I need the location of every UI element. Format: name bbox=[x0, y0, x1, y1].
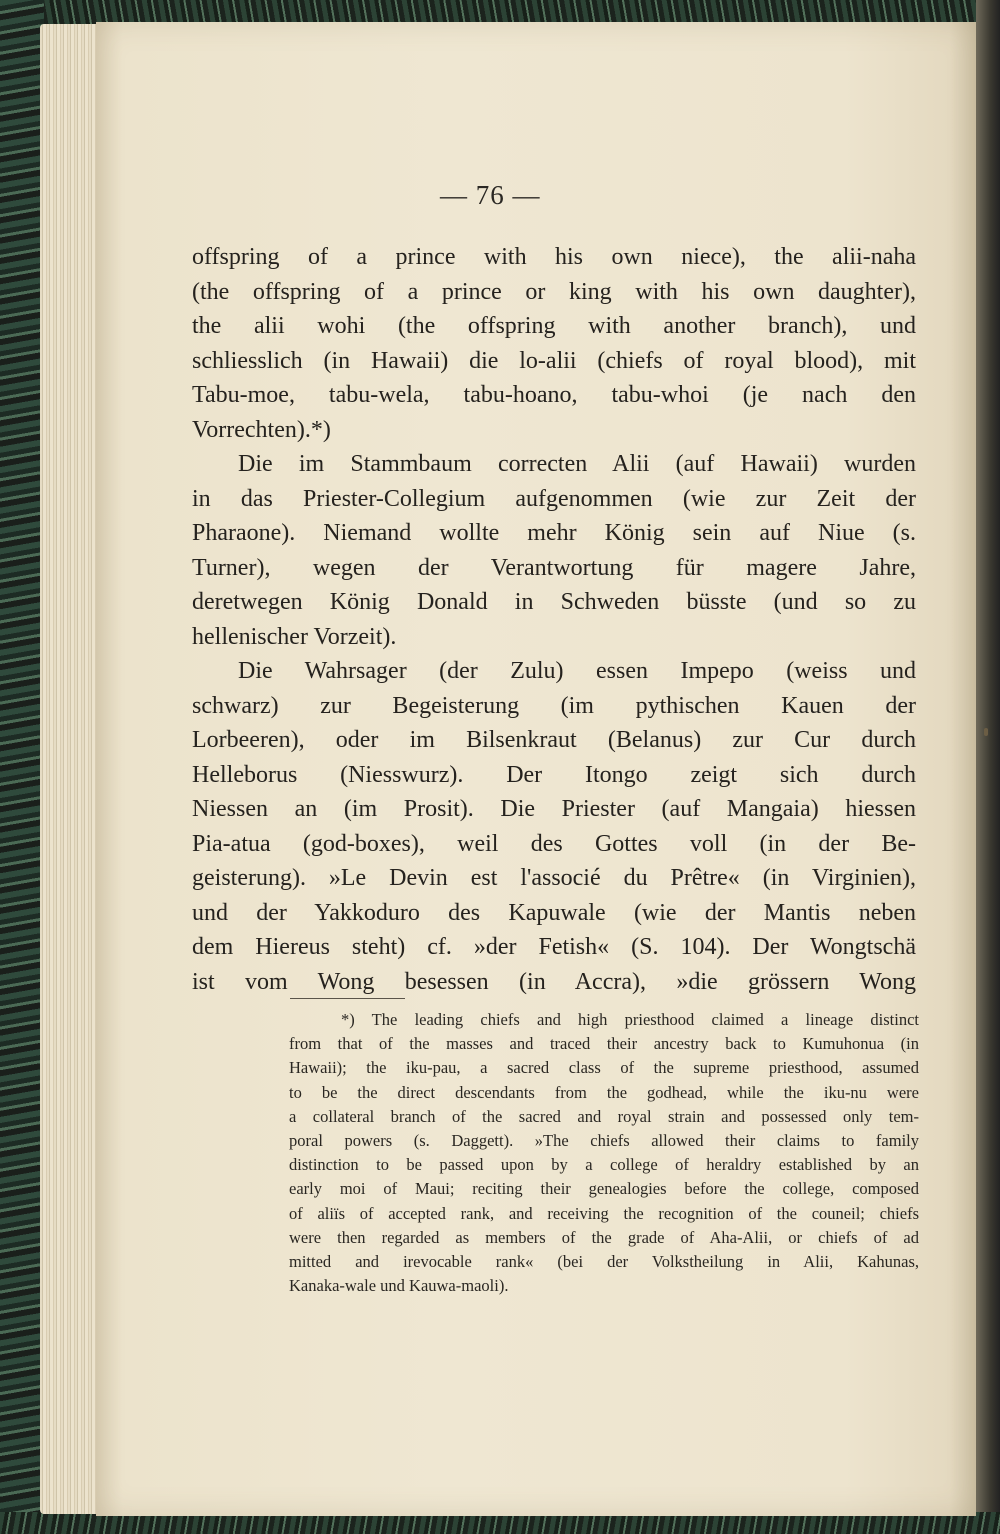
margin-mark bbox=[984, 728, 988, 736]
body-line: hellenischer Vorzeit). bbox=[192, 623, 397, 650]
footnote-line: mitted and irevocable rank« (bei der Volkstheilung in Alii, Kahunas, bbox=[289, 1251, 919, 1271]
body-line: schliesslich (in Hawaii) die lo-alii (chiefs of royal blood), mit bbox=[192, 347, 916, 374]
body-line: Die Wahrsager (der Zulu) essen Impepo (weiss und bbox=[238, 658, 916, 684]
footnote-line: *) The leading chiefs and high priesthood claimed a lineage distinct bbox=[341, 1010, 919, 1029]
body-line: schwarz) zur Begeisterung (im pythischen Kauen der bbox=[192, 692, 916, 719]
footnote-line: Kanaka-wale und Kauwa-maoli). bbox=[289, 1276, 509, 1296]
body-line: (the offspring of a prince or king with his own daughter), bbox=[192, 278, 916, 305]
body-line: Pia-atua (god-boxes), weil des Gottes voll (in der Be- bbox=[192, 830, 916, 857]
footnote-line: a collateral branch of the sacred and royal strain and possessed only tem- bbox=[289, 1106, 919, 1126]
body-line: Helleborus (Niesswurz). Der Itongo zeigt sich durch bbox=[192, 761, 916, 788]
body-line: the alii wohi (the offspring with another branch), und bbox=[192, 313, 916, 339]
body-line: geisterung). »Le Devin est l'associé du Prêtre« (in Virginien), bbox=[192, 865, 916, 891]
body-line: Lorbeeren), oder im Bilsenkraut (Belanus) zur Cur durch bbox=[192, 727, 916, 753]
body-line: Tabu-moe, tabu-wela, tabu-hoano, tabu-whoi (je nach den bbox=[192, 382, 916, 408]
body-text bbox=[192, 240, 916, 999]
body-line: offspring of a prince with his own niece), the alii-naha bbox=[192, 244, 916, 270]
body-line: Die im Stammbaum correcten Alii (auf Hawaii) wurden bbox=[238, 451, 916, 477]
footnote-block bbox=[289, 1008, 919, 1298]
footnote-line: were then regarded as members of the grade of Aha-Alii, or chiefs of ad bbox=[289, 1227, 919, 1247]
body-line: und der Yakkoduro des Kapuwale (wie der Mantis neben bbox=[192, 899, 916, 926]
body-line: deretwegen König Donald in Schweden büsste (und so zu bbox=[192, 589, 916, 615]
book-cover-right-edge bbox=[976, 0, 1000, 1534]
page-edges-stack bbox=[40, 24, 102, 1514]
body-line: Niessen an (im Prosit). Die Priester (auf Mangaia) hiessen bbox=[192, 796, 916, 822]
footnote-line: of aliïs of accepted rank, and receiving the recognition of the couneil; chiefs bbox=[289, 1203, 919, 1223]
body-line: Vorrechten).*) bbox=[192, 416, 331, 443]
body-line: Pharaone). Niemand wollte mehr König sein auf Niue (s. bbox=[192, 520, 916, 546]
footnote-line: to be the direct descendants from the godhead, while the iku-nu were bbox=[289, 1082, 919, 1102]
body-line: ist vom Wong besessen (in Accra), »die grössern Wong bbox=[192, 968, 916, 995]
footnote-line: from that of the masses and traced their ancestry back to Kumuhonua (in bbox=[289, 1034, 919, 1054]
book-cover-marbled-edge bbox=[0, 0, 44, 1534]
footnote-line: early moi of Maui; reciting their genealogies before the college, composed bbox=[289, 1179, 919, 1199]
body-line: dem Hiereus steht) cf. »der Fetish« (S. 104). Der Wongtschä bbox=[192, 934, 916, 960]
footnote-line: Hawaii); the iku-pau, a sacred class of the supreme priesthood, assumed bbox=[289, 1058, 919, 1078]
body-line: in das Priester-Collegium aufgenommen (wie zur Zeit der bbox=[192, 485, 916, 512]
page-number: — 76 — bbox=[440, 180, 541, 210]
footnote-line: poral powers (s. Daggett). »The chiefs allowed their claims to family bbox=[289, 1130, 919, 1150]
body-line: Turner), wegen der Verantwortung für magere Jahre, bbox=[192, 554, 916, 581]
footnote-line: distinction to be passed upon by a college of heraldry established by an bbox=[289, 1155, 919, 1175]
footnote-divider bbox=[290, 998, 405, 999]
